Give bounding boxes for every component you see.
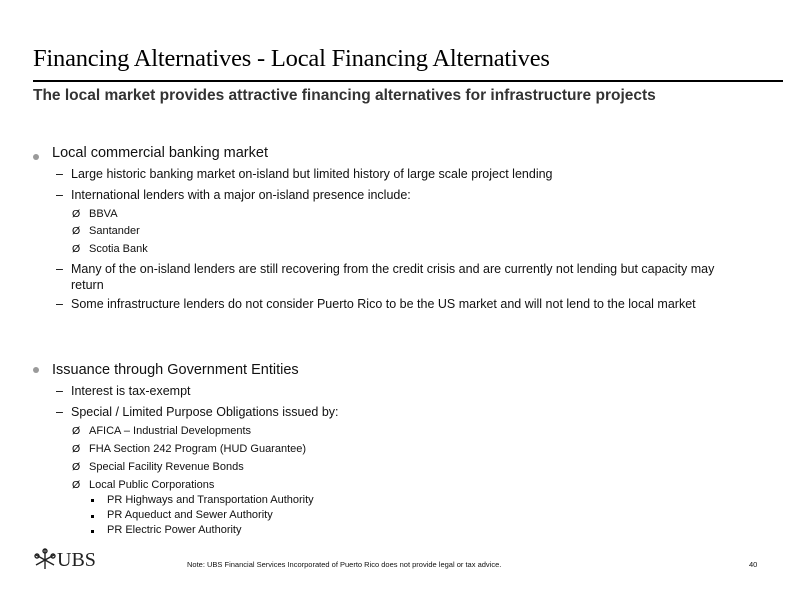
issuer-item: Local Public Corporations xyxy=(89,479,215,491)
section-item: Some infrastructure lenders do not consider Puerto Rico to be the US market and will not lend to the local market xyxy=(71,297,696,311)
section-item: International lenders with a major on-island presence include: xyxy=(71,188,411,202)
lender-item: Santander xyxy=(89,225,140,237)
ubs-keys-logo-icon xyxy=(33,547,57,571)
dash-icon: – xyxy=(56,297,63,311)
arrow-bullet-icon: Ø xyxy=(72,425,81,437)
footer-note: Note: UBS Financial Services Incorporated of Puerto Rico does not provide legal or tax advice. xyxy=(187,560,502,569)
corporation-item: PR Electric Power Authority xyxy=(107,524,242,536)
arrow-bullet-icon: Ø xyxy=(72,479,81,491)
section-item: Special / Limited Purpose Obligations issued by: xyxy=(71,405,339,419)
arrow-bullet-icon: Ø xyxy=(72,225,81,237)
lender-item: BBVA xyxy=(89,208,118,220)
section-item: Many of the on-island lenders are still recovering from the credit crisis and are currently not lending but capacity may return xyxy=(71,262,715,292)
issuer-item: Special Facility Revenue Bonds xyxy=(89,461,244,473)
bullet-dot-icon xyxy=(33,154,39,160)
section-heading-banking: Local commercial banking market xyxy=(52,145,268,161)
square-bullet-icon xyxy=(91,530,94,533)
corporation-item: PR Aqueduct and Sewer Authority xyxy=(107,509,273,521)
arrow-bullet-icon: Ø xyxy=(72,243,81,255)
arrow-bullet-icon: Ø xyxy=(72,443,81,455)
section-item: Large historic banking market on-island but limited history of large scale project lending xyxy=(71,167,553,181)
square-bullet-icon xyxy=(91,515,94,518)
dash-icon: – xyxy=(56,167,63,181)
lender-item: Scotia Bank xyxy=(89,243,148,255)
corporation-item: PR Highways and Transportation Authority xyxy=(107,494,314,506)
section-item: Interest is tax-exempt xyxy=(71,384,191,398)
bullet-dot-icon xyxy=(33,367,39,373)
section-heading-government: Issuance through Government Entities xyxy=(52,362,299,378)
page-subtitle: The local market provides attractive financing alternatives for infrastructure projects xyxy=(33,87,656,104)
dash-icon: – xyxy=(56,384,63,398)
square-bullet-icon xyxy=(91,499,94,502)
issuer-item: FHA Section 242 Program (HUD Guarantee) xyxy=(89,443,307,455)
arrow-bullet-icon: Ø xyxy=(72,208,81,220)
title-rule xyxy=(33,80,783,82)
ubs-logo-text: UBS xyxy=(57,549,96,571)
page-title: Financing Alternatives - Local Financing Alternatives xyxy=(33,45,550,72)
dash-icon: – xyxy=(56,188,63,202)
arrow-bullet-icon: Ø xyxy=(72,461,81,473)
page-number: 40 xyxy=(749,560,758,569)
issuer-item: AFICA – Industrial Developments xyxy=(89,425,252,437)
dash-icon: – xyxy=(56,262,63,276)
dash-icon: – xyxy=(56,405,63,419)
